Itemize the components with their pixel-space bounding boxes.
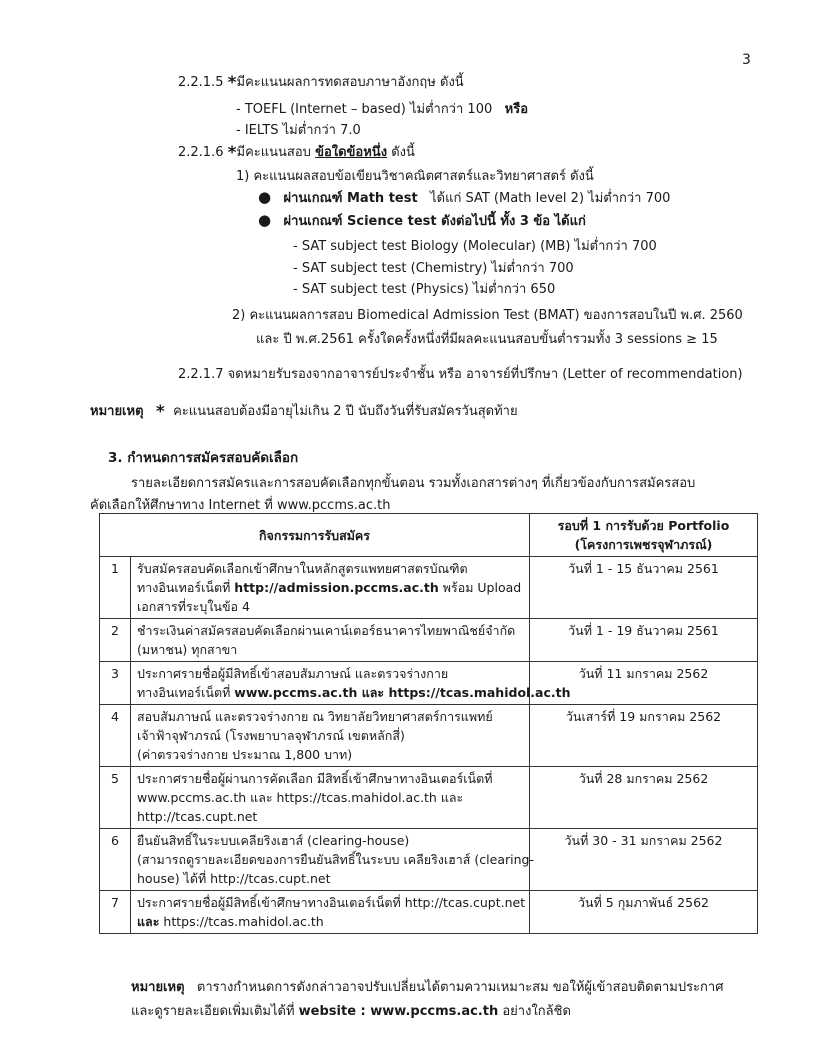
row-number: 6 xyxy=(100,829,131,891)
row-number: 5 xyxy=(100,767,131,829)
activity-line xyxy=(137,578,523,597)
activity-line: ประกาศรายชื่อผู้มีสิทธิ์เข้าศึกษาทางอินเตอร์เน็ตที่ http://tcas.cupt.net xyxy=(137,895,526,910)
round-header-line-1: รอบที่ 1 การรับด้วย Portfolio xyxy=(557,518,730,533)
activity-cell xyxy=(131,619,530,662)
science-test-label: ผ่านเกณฑ์ Science test ดังต่อไปนี้ ทั้ง 3 ข้อ ได้แก่ xyxy=(283,214,586,229)
asterisk-icon: * xyxy=(227,143,237,163)
activity-line: สอบสัมภาษณ์ และตรวจร่างกาย ณ วิทยาลัยวิทยาศาสตร์การแพทย์ xyxy=(137,709,493,724)
activity-line: รับสมัครสอบคัดเลือกเข้าศึกษาในหลักสูตรแพทยศาสตรบัณฑิต xyxy=(137,561,468,576)
bullet-icon: ● xyxy=(258,188,272,206)
note-label: หมายเหตุ xyxy=(90,404,144,419)
activity-line: เจ้าฟ้าจุฬาภรณ์ (โรงพยาบาลจุฬาภรณ์ เขตหลักสี่) xyxy=(137,728,405,743)
date-cell: วันที่ 1 - 19 ธันวาคม 2561 xyxy=(530,619,758,662)
table-row xyxy=(100,891,758,934)
asterisk-icon: * xyxy=(227,73,237,93)
chemistry-requirement: - SAT subject test (Chemistry) ไม่ต่ำกว่า 700 xyxy=(293,261,574,276)
row-number: 2 xyxy=(100,619,131,662)
activity-cell xyxy=(131,557,530,619)
table-row xyxy=(100,705,758,767)
date-cell: วันเสาร์ที่ 19 มกราคม 2562 xyxy=(530,705,758,767)
date-cell: วันที่ 11 มกราคม 2562 xyxy=(530,662,758,705)
date-cell: วันที่ 5 กุมภาพันธ์ 2562 xyxy=(530,891,758,934)
date-cell: วันที่ 30 - 31 มกราคม 2562 xyxy=(530,829,758,891)
activity-cell xyxy=(131,767,530,829)
note-scores-text: คะแนนสอบต้องมีอายุไม่เกิน 2 ปี นับถึงวันที่รับสมัครวันสุดท้าย xyxy=(173,404,518,419)
table-row xyxy=(100,619,758,662)
activity-line: ยืนยันสิทธิ์ในระบบเคลียริงเฮาส์ (clearing-house) xyxy=(137,833,410,848)
activity-line: ชำระเงินค่าสมัครสอบคัดเลือกผ่านเคาน์เตอร์ธนาคารไทยพาณิชย์จำกัด xyxy=(137,623,516,638)
date-cell: วันที่ 28 มกราคม 2562 xyxy=(530,767,758,829)
page-number: 3 xyxy=(742,52,751,68)
note-scores xyxy=(90,400,518,422)
activity-line: www.pccms.ac.th และ https://tcas.mahidol.ac.th และ xyxy=(137,790,464,805)
table-row xyxy=(100,662,758,705)
note-schedule-text: และดูรายละเอียดเพิ่มเติมได้ที่ xyxy=(131,1004,299,1019)
recommendation-letter: 2.2.1.7 จดหมายรับรองจากอาจารย์ประจำชั้น หรือ อาจารย์ที่ปรึกษา (Letter of recommendation) xyxy=(178,367,743,382)
round-column-header xyxy=(530,514,758,557)
ielts-requirement: - IELTS ไม่ต่ำกว่า 7.0 xyxy=(236,123,361,138)
section-3-paragraph-line-1: รายละเอียดการสมัครและการสอบคัดเลือกทุกขั้นตอน รวมทั้งเอกสารต่างๆ ที่เกี่ยวข้องกับการสมัครสอบ xyxy=(131,476,696,491)
note-schedule-text: อย่างใกล้ชิด xyxy=(498,1004,571,1019)
activity-line: http://tcas.cupt.net xyxy=(137,809,258,824)
activity-line: เอกสารที่ระบุในข้อ 4 xyxy=(137,599,250,614)
activity-line: (สามารถดูรายละเอียดของการยืนยันสิทธิ์ในระบบ เคลียริงเฮาส์ (clearing- xyxy=(137,852,534,867)
announcement-urls: www.pccms.ac.th และ https://tcas.mahidol.ac.th xyxy=(234,685,571,700)
activity-column-header: กิจกรรมการรับสมัคร xyxy=(100,514,530,557)
physics-requirement: - SAT subject test (Physics) ไม่ต่ำกว่า 650 xyxy=(293,282,556,297)
asterisk-icon: * xyxy=(155,402,165,422)
activity-cell xyxy=(131,662,571,705)
row-number: 3 xyxy=(100,662,131,705)
row-number: 7 xyxy=(100,891,131,934)
activity-text: ทางอินเทอร์เน็ตที่ xyxy=(137,685,235,700)
or-connector: หรือ xyxy=(504,102,528,117)
activity-line: house) ได้ที่ http://tcas.cupt.net xyxy=(137,871,331,886)
activity-line: (ค่าตรวจร่างกาย ประมาณ 1,800 บาท) xyxy=(137,747,353,762)
activity-line: ประกาศรายชื่อผู้ผ่านการคัดเลือก มีสิทธิ์เข้าศึกษาทางอินเตอร์เน็ตที่ xyxy=(137,771,493,786)
activity-text: https://tcas.mahidol.ac.th xyxy=(159,914,324,929)
table-row xyxy=(100,767,758,829)
table-row xyxy=(100,829,758,891)
note-schedule-line-1 xyxy=(131,976,723,997)
section-2216-heading xyxy=(178,141,415,163)
activity-cell xyxy=(131,829,534,891)
bullet-icon: ● xyxy=(258,211,272,229)
biology-requirement: - SAT subject test Biology (Molecular) (MB) ไม่ต่ำกว่า 700 xyxy=(293,239,657,254)
activity-cell xyxy=(131,705,530,767)
activity-line xyxy=(137,912,523,931)
section-2216-prefix: มีคะแนนสอบ xyxy=(236,145,311,160)
note-label: หมายเหตุ xyxy=(131,980,185,995)
activity-cell xyxy=(131,891,530,934)
note-schedule-line-2 xyxy=(131,1000,571,1021)
table-row xyxy=(100,557,758,619)
math-test-detail: ได้แก่ SAT (Math level 2) ไม่ต่ำกว่า 700 xyxy=(430,191,671,206)
activity-text: ทางอินเทอร์เน็ตที่ xyxy=(137,580,235,595)
section-2215-title: มีคะแนนผลการทดสอบภาษาอังกฤษ ดังนี้ xyxy=(236,75,464,90)
section-2216-label: 2.2.1.6 xyxy=(178,145,224,160)
schedule-table xyxy=(99,513,758,934)
toefl-requirement: - TOEFL (Internet – based) ไม่ต่ำกว่า 100 xyxy=(236,102,493,117)
science-test-line xyxy=(258,210,586,231)
section-2216-emphasis: ข้อใดข้อหนึ่ง xyxy=(315,145,388,160)
admission-url: http://admission.pccms.ac.th xyxy=(234,580,439,595)
math-test-label: ผ่านเกณฑ์ Math test xyxy=(283,191,418,206)
row-number: 1 xyxy=(100,557,131,619)
and-connector: และ xyxy=(137,914,160,929)
activity-text: พร้อม Upload xyxy=(438,580,522,595)
website-url: website : www.pccms.ac.th xyxy=(298,1004,499,1019)
row-number: 4 xyxy=(100,705,131,767)
activity-line: ประกาศรายชื่อผู้มีสิทธิ์เข้าสอบสัมภาษณ์ และตรวจร่างกาย xyxy=(137,666,449,681)
activity-line: (มหาชน) ทุกสาขา xyxy=(137,642,238,657)
section-3-paragraph-line-2: คัดเลือกให้ศึกษาทาง Internet ที่ www.pccms.ac.th xyxy=(90,498,391,513)
activity-line xyxy=(137,683,571,702)
section-3-heading: 3. กำหนดการสมัครสอบคัดเลือก xyxy=(108,450,299,466)
bmat-line-1: 2) คะแนนผลการสอบ Biomedical Admission Test (BMAT) ของการสอบในปี พ.ศ. 2560 xyxy=(232,308,743,323)
section-2216-suffix: ดังนี้ xyxy=(391,145,415,160)
round-header-line-2: (โครงการเพชรจุฬาภรณ์) xyxy=(574,537,713,552)
section-2215-heading xyxy=(178,71,464,93)
date-cell: วันที่ 1 - 15 ธันวาคม 2561 xyxy=(530,557,758,619)
toefl-line xyxy=(236,98,528,119)
written-exam-item: 1) คะแนนผลสอบข้อเขียนวิชาคณิตศาสตร์และวิทยาศาสตร์ ดังนี้ xyxy=(236,169,594,184)
math-test-line xyxy=(258,187,670,208)
table-header-row xyxy=(100,514,758,557)
bmat-line-2: และ ปี พ.ศ.2561 ครั้งใดครั้งหนึ่งที่มีผลคะแนนสอบขั้นต่ำรวมทั้ง 3 sessions ≥ 15 xyxy=(256,332,718,347)
section-2215-label: 2.2.1.5 xyxy=(178,75,224,90)
note-schedule-text: ตารางกำหนดการดังกล่าวอาจปรับเปลี่ยนได้ตามความเหมาะสม ขอให้ผู้เข้าสอบติดตามประกาศ xyxy=(196,980,724,995)
